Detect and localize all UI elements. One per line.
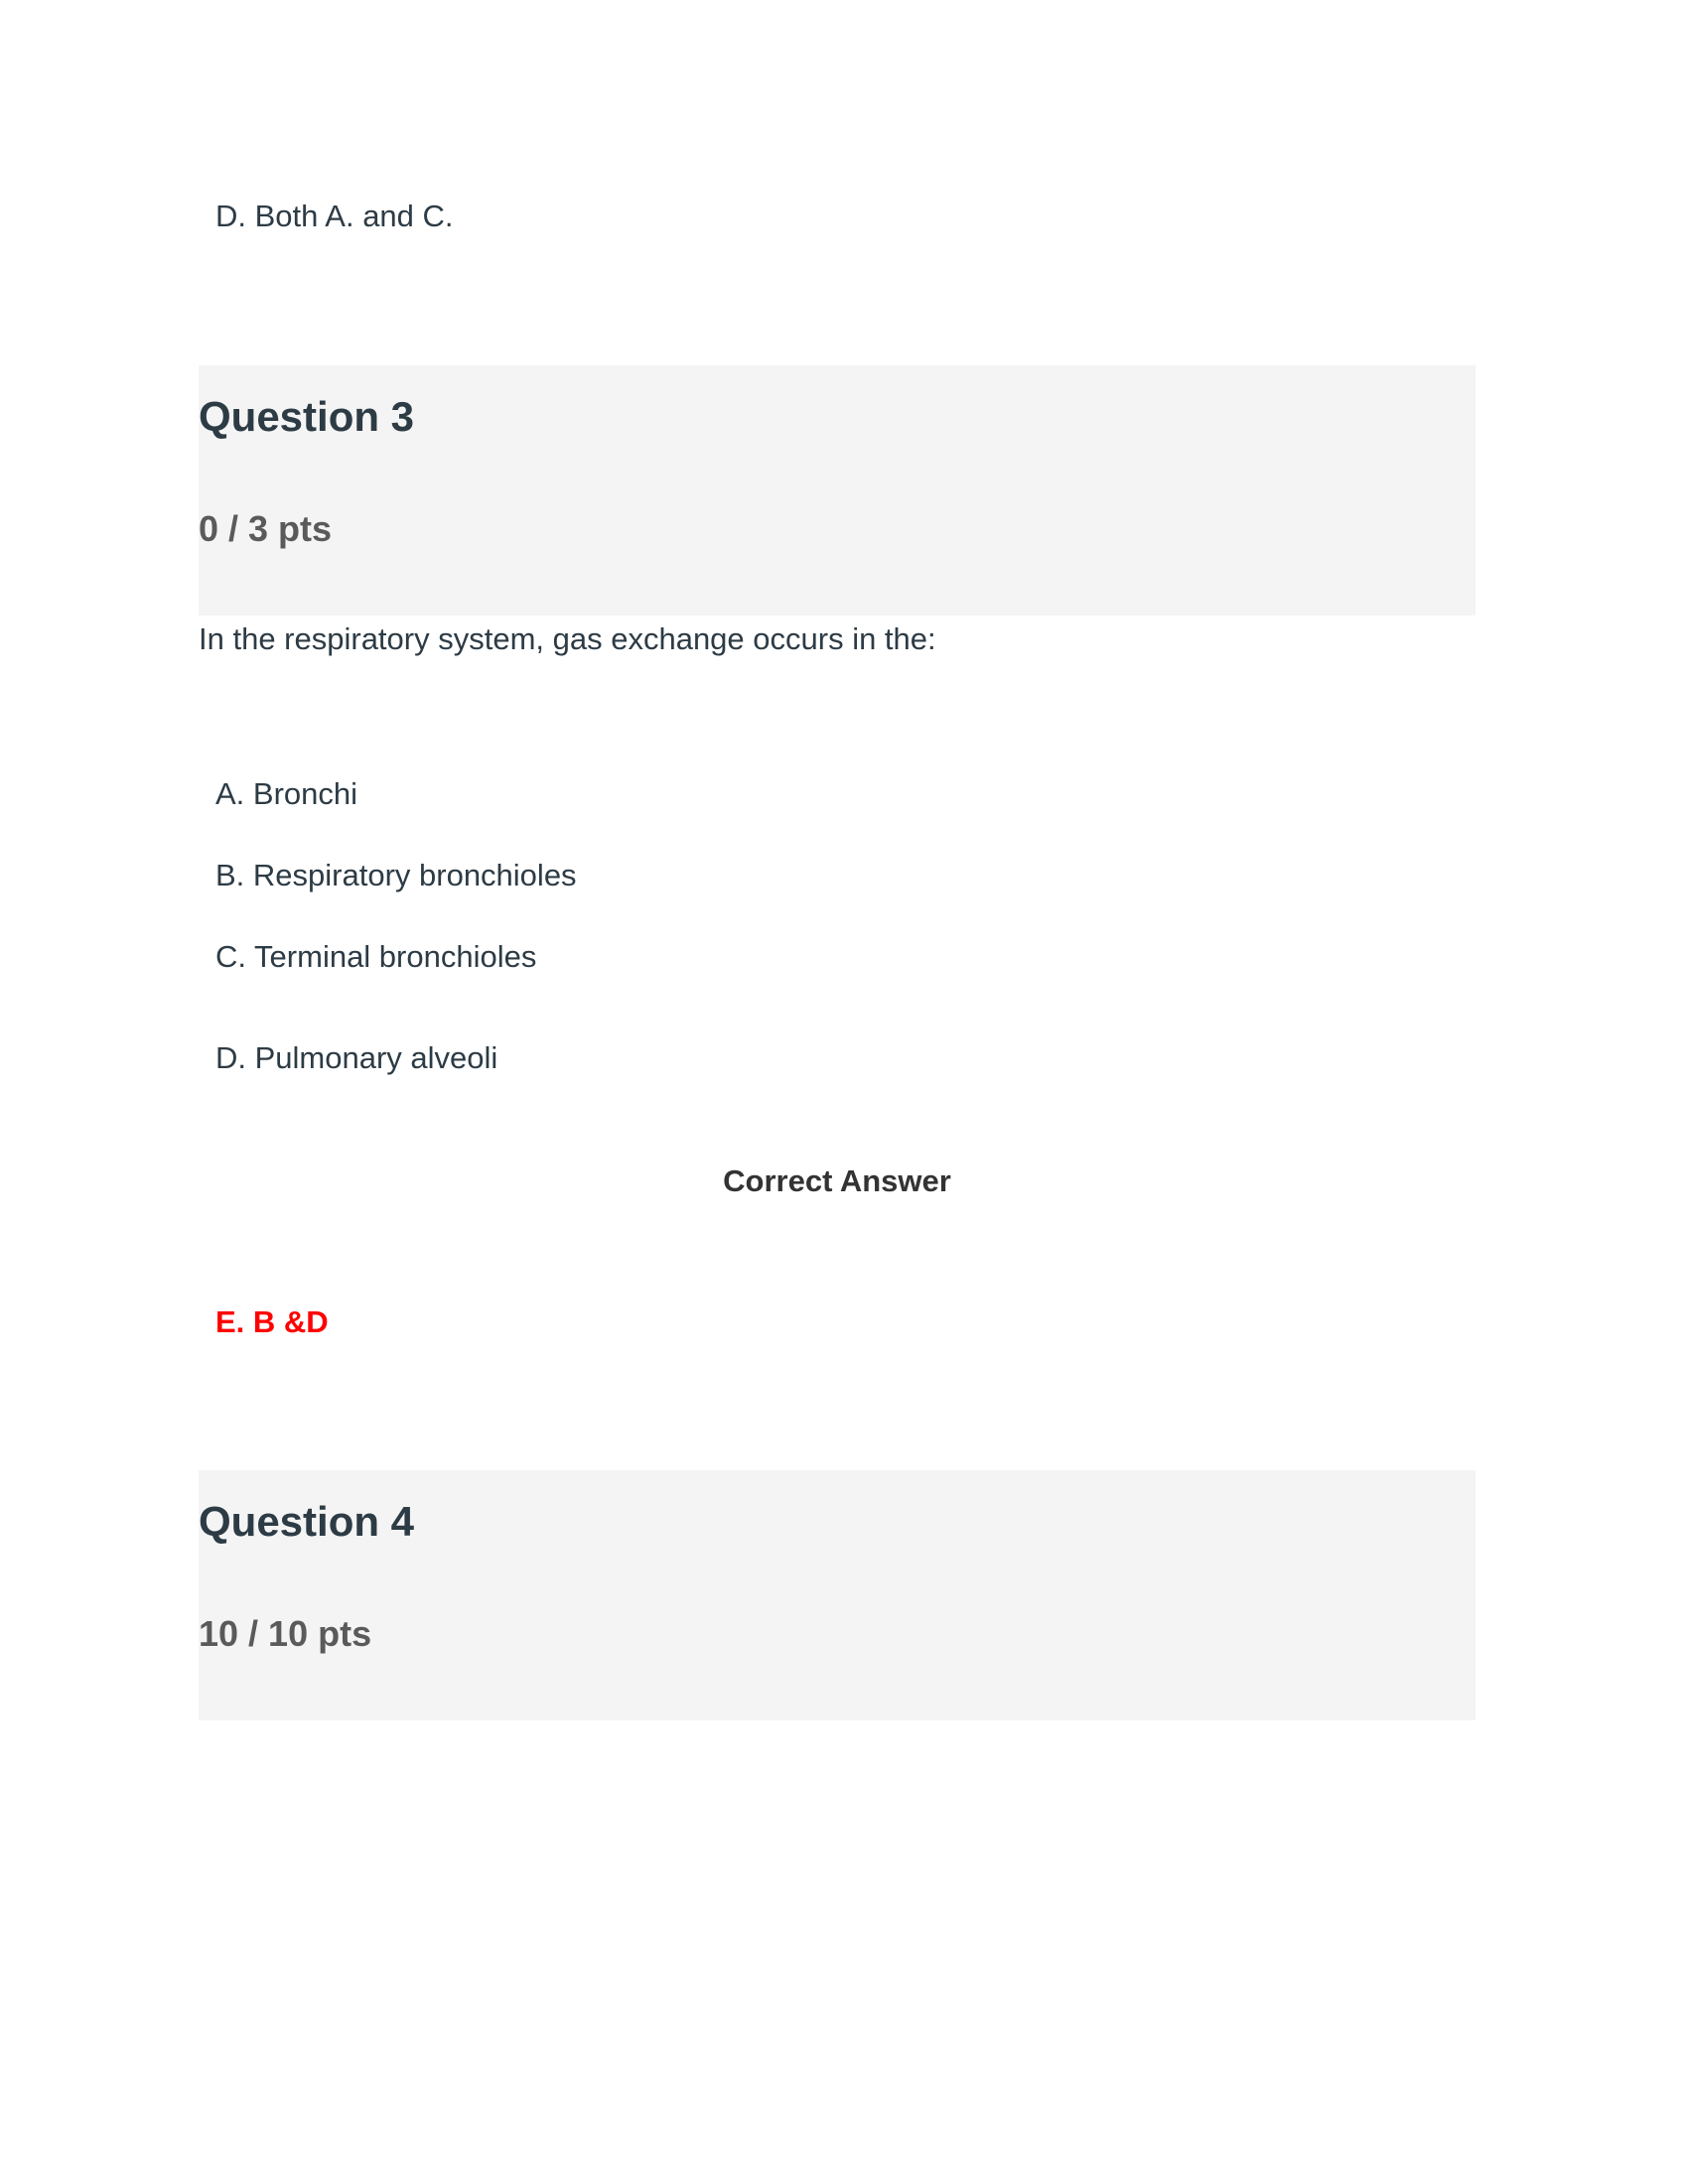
correct-answer-label: Correct Answer [723,1163,951,1198]
option-d: D. Pulmonary alveoli [215,1040,498,1075]
correct-answer: E. B &D [215,1304,329,1339]
option-a: A. Bronchi [215,776,358,811]
option-b: B. Respiratory bronchioles [215,858,577,892]
question-points: 0 / 3 pts [199,508,333,549]
question-4-header [199,1470,1476,1720]
question-title: Question 4 [199,1498,415,1545]
option-c: C. Terminal bronchioles [215,939,537,974]
question-title: Question 3 [199,393,415,440]
option-d: D. Both A. and C. [215,199,454,233]
question-3-header [199,365,1476,615]
question-prompt: In the respiratory system, gas exchange occurs in the: [199,621,936,656]
question-points: 10 / 10 pts [199,1613,372,1654]
